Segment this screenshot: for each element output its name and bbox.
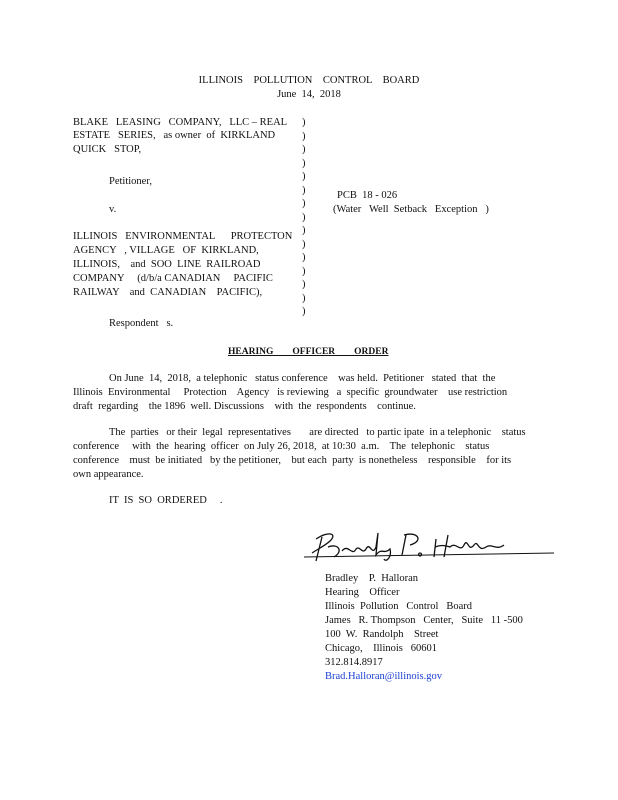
handwritten-signature — [298, 527, 560, 563]
caption-paren: ) — [302, 252, 306, 263]
signer-address-line-2: 100 W. Randolph Street — [325, 629, 439, 640]
paragraph-1-line-3: draft regarding the 1896 well. Discussions with the respondents continue. — [73, 401, 416, 412]
paragraph-2-line-4: own appearance. — [73, 469, 144, 480]
caption-paren: ) — [302, 306, 306, 317]
caption-paren: ) — [302, 211, 306, 223]
signer-phone: 312.814.8917 — [325, 657, 383, 668]
caption-paren: ) — [302, 238, 306, 250]
case-number: PCB 18 - 026 — [337, 190, 398, 201]
caption-parenthesis-column — [302, 116, 312, 319]
so-ordered: IT IS SO ORDERED . — [109, 495, 223, 506]
caption-paren: ) — [302, 225, 306, 236]
caption-paren: ) — [302, 292, 306, 304]
respondent-line-2: AGENCY , VILLAGE OF KIRKLAND, — [73, 245, 259, 256]
signer-address-line-1: James R. Thompson Center, Suite 11 -500 — [325, 615, 523, 626]
paragraph-2-line-3: conference must be initiated by the petitioner, but each party is nonetheless responsible for its — [73, 455, 512, 466]
respondent-line-4: COMPANY (d/b/a CANADIAN PACIFIC — [73, 273, 273, 284]
caption-paren: ) — [302, 130, 306, 142]
respondent-role: Respondent s. — [109, 318, 174, 329]
caption-paren: ) — [302, 171, 306, 182]
petitioner-role: Petitioner, — [109, 176, 153, 187]
paragraph-2-line-1: The parties or their legal representatives are directed to partic ipate in a telephonic status — [109, 427, 526, 438]
caption-paren: ) — [302, 279, 306, 290]
petitioner-line-2: ESTATE SERIES, as owner of KIRKLAND — [73, 130, 276, 141]
signer-title: Hearing Officer — [325, 587, 400, 598]
signer-organization: Illinois Pollution Control Board — [325, 601, 473, 612]
versus: v. — [109, 204, 117, 215]
document-date: June 14, 2018 — [277, 89, 341, 100]
respondent-line-1: ILLINOIS ENVIRONMENTAL PROTECTON — [73, 231, 293, 242]
signer-email-link[interactable]: Brad.Halloran@illinois.gov — [325, 671, 442, 682]
caption-paren: ) — [302, 117, 306, 128]
respondent-line-3: ILLINOIS, and SOO LINE RAILROAD — [73, 259, 261, 270]
caption-paren: ) — [302, 265, 306, 277]
order-title: HEARING OFFICER ORDER — [228, 347, 389, 357]
petitioner-line-1: BLAKE LEASING COMPANY, LLC – REAL — [73, 117, 288, 128]
caption-paren: ) — [302, 157, 306, 169]
board-name: ILLINOIS POLLUTION CONTROL BOARD — [198, 75, 420, 86]
case-type: (Water Well Setback Exception ) — [333, 204, 489, 215]
signer-name: Bradley P. Halloran — [325, 573, 419, 584]
paragraph-1-line-1: On June 14, 2018, a telephonic status conference was held. Petitioner stated that the — [109, 373, 496, 384]
petitioner-line-3: QUICK STOP, — [73, 144, 142, 155]
paragraph-1-line-2: Illinois Environmental Protection Agency is reviewing a specific groundwater use restriction — [73, 387, 508, 398]
caption-paren: ) — [302, 144, 306, 155]
signer-city: Chicago, Illinois 60601 — [325, 643, 437, 654]
caption-paren: ) — [302, 184, 306, 196]
caption-paren: ) — [302, 198, 306, 209]
respondent-line-5: RAILWAY and CANADIAN PACIFIC), — [73, 287, 263, 298]
paragraph-2-line-2: conference with the hearing officer on July 26, 2018, at 10:30 a.m. The telephonic status — [73, 441, 490, 452]
